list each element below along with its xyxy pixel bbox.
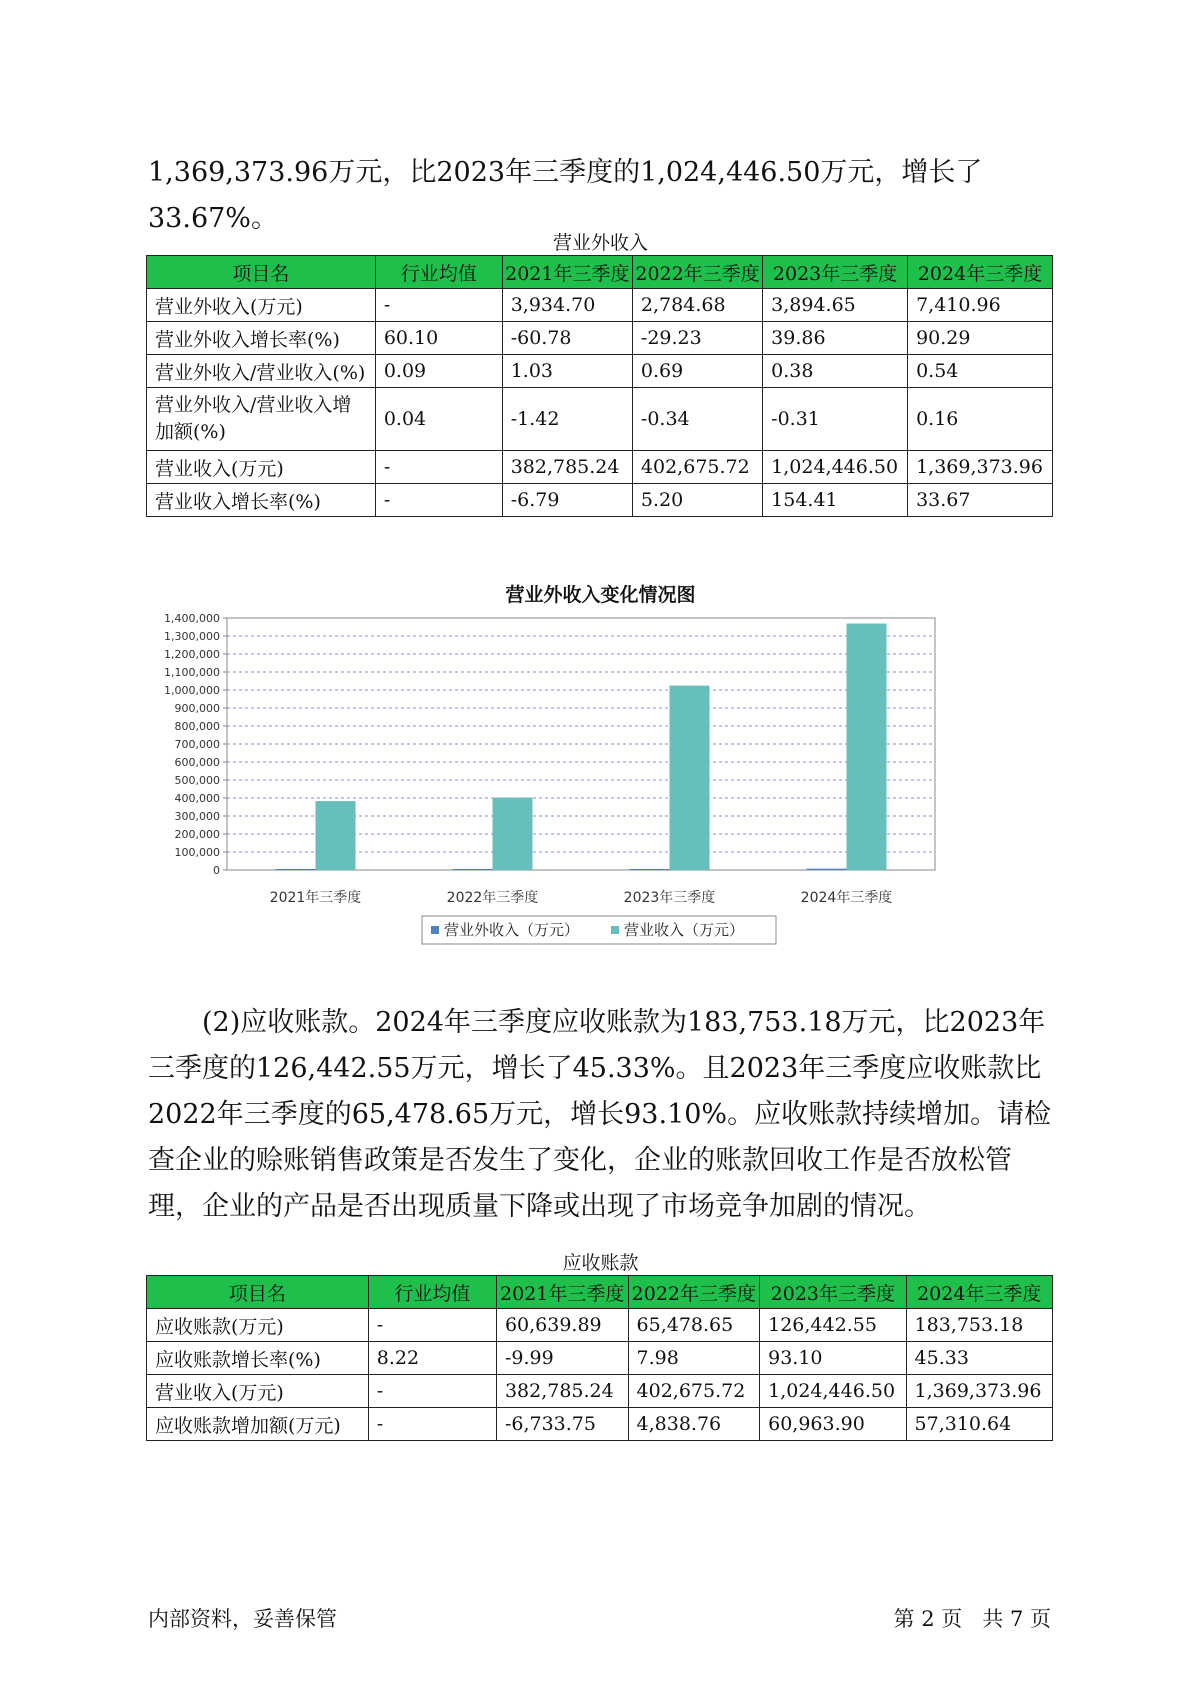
bar-0-2 (630, 869, 670, 870)
table-cell: 65,478.65 (628, 1309, 760, 1342)
legend-swatch (431, 926, 439, 934)
table-cell: - (368, 1408, 496, 1441)
table-cell: 60,963.90 (760, 1408, 906, 1441)
legend-label: 营业外收入（万元） (444, 921, 580, 939)
legend-swatch (611, 926, 619, 934)
table-cell: 8.22 (368, 1342, 496, 1375)
table-cell: 60,639.89 (496, 1309, 628, 1342)
table-cell: 5.20 (632, 484, 762, 517)
y-tick-label: 1,300,000 (164, 630, 220, 643)
table-cell: 营业外收入/营业收入(%) (147, 355, 376, 388)
table-row (147, 1342, 1053, 1375)
y-tick-label: 1,400,000 (164, 612, 220, 625)
table-row (147, 1408, 1053, 1441)
bar-1-1 (493, 798, 533, 870)
footer-page-number: 第 2 页 共 7 页 (893, 1607, 1051, 1631)
table-cell: 57,310.64 (906, 1408, 1052, 1441)
receivables-text: (2)应收账款。2024年三季度应收账款为183,753.18万元，比2023年三季度的126,442.55万元，增长了45.33%。且2023年三季度应收账款比2022年三季度的65,478.65万元，增长93.10%。应收账款持续增加。请检查企业的赊账销售政策是否发生了变化，企业的账款回收工作是否放松管理，企业的产品是否出现质量下降或出现了市场竞争加剧的情况。 (148, 1007, 1052, 1222)
intro-line: 1,369,373.96万元，比2023年三季度的1,024,446.50万元，增长了33.67%。 (148, 157, 983, 234)
table-cell: 4,838.76 (628, 1408, 760, 1441)
bar-chart (148, 610, 1053, 970)
table-cell: 1,024,446.50 (760, 1375, 906, 1408)
y-tick-label: 0 (213, 864, 220, 877)
table-cell: 营业外收入/营业收入增加额(%) (147, 388, 376, 451)
x-tick-label: 2022年三季度 (446, 890, 539, 906)
table-cell: 382,785.24 (496, 1375, 628, 1408)
income-table (146, 255, 1053, 517)
receivables-table (146, 1275, 1053, 1441)
column-header: 2022年三季度 (628, 1276, 760, 1309)
y-tick-label: 200,000 (174, 828, 220, 841)
table-cell: 3,894.65 (763, 289, 908, 322)
table-cell: 0.69 (632, 355, 762, 388)
legend-label: 营业收入（万元） (624, 921, 745, 939)
bar-1-2 (670, 686, 710, 870)
column-header: 2021年三季度 (502, 256, 632, 289)
column-header: 项目名 (147, 1276, 369, 1309)
table-cell: 39.86 (763, 322, 908, 355)
table-row (147, 289, 1053, 322)
table-row (147, 451, 1053, 484)
table-cell: -9.99 (496, 1342, 628, 1375)
table-cell: -6.79 (502, 484, 632, 517)
table-cell: -0.31 (763, 388, 908, 451)
table-cell: - (375, 289, 502, 322)
table-row (147, 484, 1053, 517)
table-cell: 154.41 (763, 484, 908, 517)
table-row (147, 1309, 1053, 1342)
table-cell: 45.33 (906, 1342, 1052, 1375)
y-tick-label: 1,000,000 (164, 684, 220, 697)
table-row (147, 388, 1053, 451)
table-cell: - (368, 1375, 496, 1408)
table-cell: 1.03 (502, 355, 632, 388)
table-cell: 402,675.72 (632, 451, 762, 484)
table-cell: 7.98 (628, 1342, 760, 1375)
table-cell: - (375, 484, 502, 517)
y-tick-label: 500,000 (174, 774, 220, 787)
bar-0-3 (807, 869, 847, 870)
table-cell: 60.10 (375, 322, 502, 355)
y-tick-label: 900,000 (174, 702, 220, 715)
table-cell: 营业收入增长率(%) (147, 484, 376, 517)
table-cell: 402,675.72 (628, 1375, 760, 1408)
table-cell: 382,785.24 (502, 451, 632, 484)
table-cell: 0.16 (908, 388, 1053, 451)
table-cell: 0.54 (908, 355, 1053, 388)
table-cell: -1.42 (502, 388, 632, 451)
table-cell: 33.67 (908, 484, 1053, 517)
table-header-row (147, 256, 1053, 289)
table-cell: 0.09 (375, 355, 502, 388)
table-cell: 应收账款增长率(%) (147, 1342, 369, 1375)
table-row (147, 355, 1053, 388)
table-cell: -6,733.75 (496, 1408, 628, 1441)
chart-title: 营业外收入变化情况图 (505, 584, 696, 606)
column-header: 2022年三季度 (632, 256, 762, 289)
table-cell: 0.38 (763, 355, 908, 388)
table-cell: 0.04 (375, 388, 502, 451)
table-cell: 应收账款(万元) (147, 1309, 369, 1342)
table-cell: 营业收入(万元) (147, 451, 376, 484)
column-header: 行业均值 (368, 1276, 496, 1309)
table-header-row (147, 1276, 1053, 1309)
y-tick-label: 800,000 (174, 720, 220, 733)
table-cell: 营业外收入(万元) (147, 289, 376, 322)
table2-caption: 应收账款 (562, 1252, 639, 1274)
column-header: 2021年三季度 (496, 1276, 628, 1309)
footer-confidential: 内部资料，妥善保管 (148, 1607, 337, 1631)
column-header: 2023年三季度 (760, 1276, 906, 1309)
table-cell: 183,753.18 (906, 1309, 1052, 1342)
x-tick-label: 2021年三季度 (269, 890, 362, 906)
table-row (147, 1375, 1053, 1408)
table-cell: 营业外收入增长率(%) (147, 322, 376, 355)
table-cell: -29.23 (632, 322, 762, 355)
table-cell: 93.10 (760, 1342, 906, 1375)
y-tick-label: 400,000 (174, 792, 220, 805)
table-cell: - (368, 1309, 496, 1342)
x-tick-label: 2024年三季度 (800, 890, 893, 906)
table-cell: 1,369,373.96 (906, 1375, 1052, 1408)
column-header: 行业均值 (375, 256, 502, 289)
column-header: 2023年三季度 (763, 256, 908, 289)
y-tick-label: 100,000 (174, 846, 220, 859)
y-tick-label: 300,000 (174, 810, 220, 823)
table-cell: -0.34 (632, 388, 762, 451)
x-tick-label: 2023年三季度 (623, 890, 716, 906)
table-row (147, 322, 1053, 355)
receivables-paragraph (148, 1000, 1058, 1230)
column-header: 2024年三季度 (906, 1276, 1052, 1309)
column-header: 项目名 (147, 256, 376, 289)
table-cell: 3,934.70 (502, 289, 632, 322)
bar-1-3 (847, 624, 887, 870)
column-header: 2024年三季度 (908, 256, 1053, 289)
y-tick-label: 1,200,000 (164, 648, 220, 661)
y-tick-label: 600,000 (174, 756, 220, 769)
table-cell: 7,410.96 (908, 289, 1053, 322)
y-tick-label: 1,100,000 (164, 666, 220, 679)
table-cell: 营业收入(万元) (147, 1375, 369, 1408)
table-cell: 2,784.68 (632, 289, 762, 322)
table-cell: - (375, 451, 502, 484)
table-cell: -60.78 (502, 322, 632, 355)
table1-caption: 营业外收入 (552, 232, 648, 254)
bar-0-0 (276, 869, 316, 870)
y-tick-label: 700,000 (174, 738, 220, 751)
bar-1-0 (316, 801, 356, 870)
table-cell: 应收账款增加额(万元) (147, 1408, 369, 1441)
table-cell: 126,442.55 (760, 1309, 906, 1342)
table-cell: 1,024,446.50 (763, 451, 908, 484)
table-cell: 90.29 (908, 322, 1053, 355)
bar-0-1 (453, 869, 493, 870)
table-cell: 1,369,373.96 (908, 451, 1053, 484)
